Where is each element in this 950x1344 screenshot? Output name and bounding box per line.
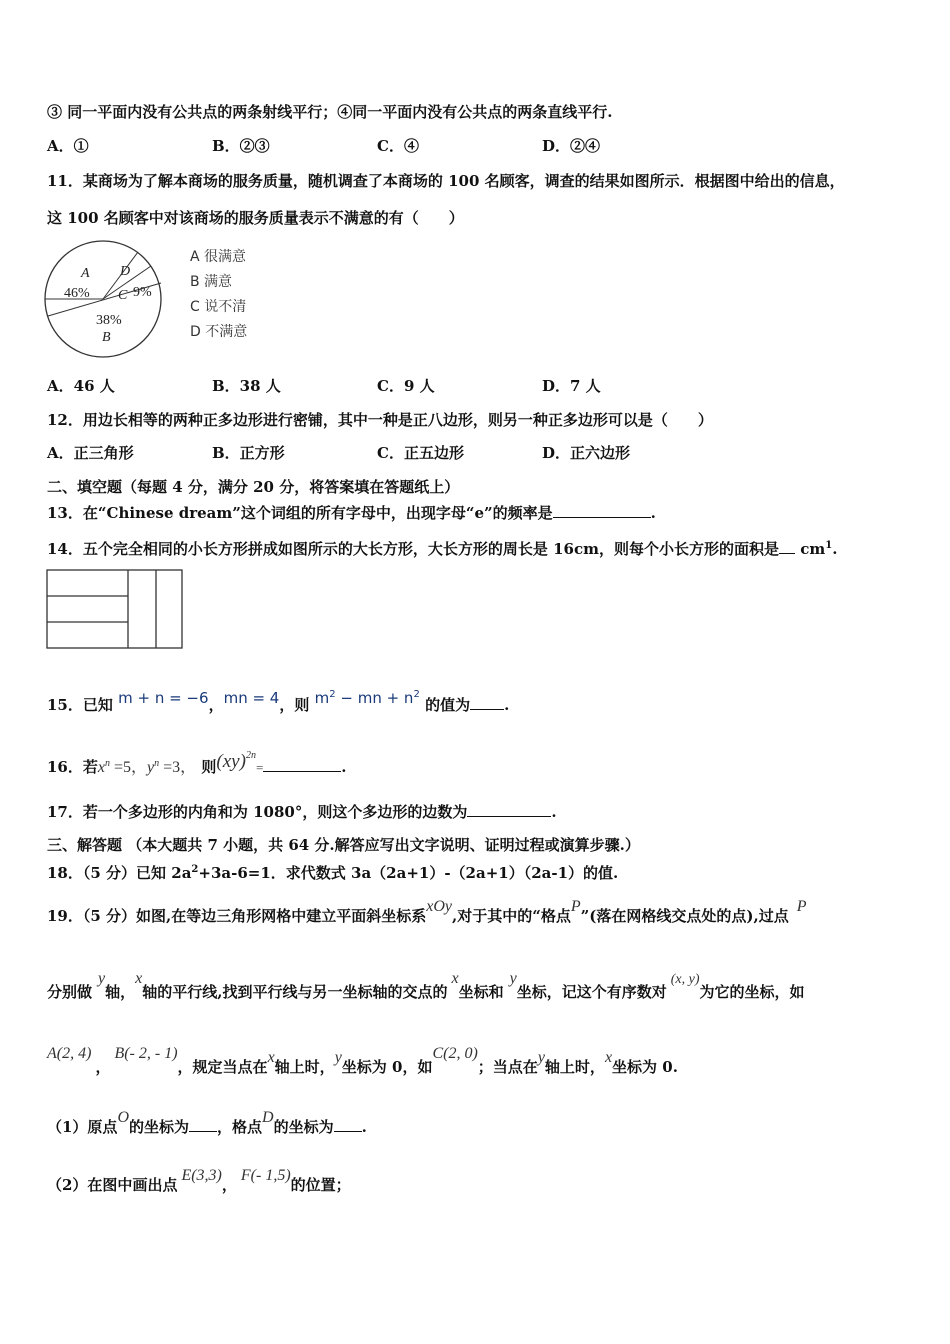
q16-y-exp: n (154, 758, 160, 769)
q16-x: x (97, 759, 105, 776)
q16-end: . (341, 758, 347, 776)
q19-point-b: B(- 2, - 1) (114, 1045, 178, 1062)
q19-p: P (570, 898, 581, 915)
q16-eq3: = (255, 760, 264, 775)
q19-y1: y (98, 970, 106, 987)
q13-statement (47, 502, 656, 523)
q19-line3: A(2, 4)，B(- 2, - 1)，规定当点在x轴上时，y坐标为 0，如C(2, 0)；当点在y轴上时，x坐标为 0. (47, 1045, 678, 1076)
q19-point-e: E(3,3) (181, 1167, 222, 1184)
q16-statement (47, 750, 347, 778)
q17-end: . (551, 803, 557, 821)
q12-option-d: D．正六边形 (542, 444, 631, 462)
q11-line1: 11．某商场为了解本商场的服务质量，随机调查了本商场的 100 名顾客，调查的结果如图所示．根据图中给出的信息， (47, 172, 845, 190)
q19-point-d: D (262, 1109, 274, 1126)
q19-line1: 19．（5 分）如图,在等边三角形网格中建立平面斜坐标系xOy,对于其中的“格点P”(落在网格线交点处的点),过点P (47, 898, 807, 925)
q19-x4: x (604, 1049, 613, 1066)
q19-origin-blank[interactable] (189, 1116, 217, 1132)
pie-label-c: C (118, 288, 128, 303)
q19-p2: P (796, 898, 807, 915)
q11-option-a: A．46 人 (47, 377, 115, 395)
q15-expr2: mn = 4 (223, 689, 280, 707)
q19-part1: （1）原点O的坐标为 ，格点D的坐标为 . (47, 1109, 367, 1136)
pie-pct-c: 9% (133, 285, 152, 300)
q15-statement (47, 689, 510, 715)
q14-text: 14．五个完全相同的小长方形拼成如图所示的大长方形，大长方形的周长是 16cm，则每个小长方形的面积是 (47, 540, 779, 558)
q19-y3: y (334, 1049, 342, 1066)
q19-x1: x (135, 970, 143, 987)
q16-y: y (147, 759, 155, 776)
q19-point-f: F(- 1,5) (240, 1167, 291, 1184)
section3-heading: 三、解答题 （本大题共 7 小题，共 64 分.解答应写出文字说明、证明过程或演算步骤.） (47, 836, 640, 854)
q15-mid: ，则 (279, 696, 310, 714)
q11-option-d: D．7 人 (542, 377, 601, 395)
q14-unit: cm (800, 540, 826, 558)
pie-pct-b: 38% (96, 313, 122, 328)
q11-line2: 这 100 名顾客中对该商场的服务质量表示不满意的有（ ） (47, 209, 464, 227)
q16-xy: (xy) (216, 751, 246, 772)
q13-answer-blank[interactable] (553, 502, 651, 518)
q16-prefix: 16．若 (47, 758, 98, 776)
q19-point-a: A(2, 4) (47, 1045, 92, 1062)
q19-y2: y (509, 970, 517, 987)
q11-option-b: B．38 人 (212, 377, 281, 395)
q14-rectangle-figure (46, 569, 186, 651)
pie-pct-a: 46% (64, 286, 90, 301)
q14-unit-sup: 1 (825, 540, 833, 551)
q12-statement: 12．用边长相等的两种正多边形进行密铺，其中一种是正八边形，则另一种正多边形可以是（ ） (47, 411, 713, 429)
q19-line2: 分别做y轴，x轴的平行线,找到平行线与另一坐标轴的交点的x坐标和y坐标，记这个有序数对(x, y)为它的坐标，如 (47, 970, 805, 1001)
q18-statement: 18．（5 分）已知 $2a^2+3a-6=1$．求代数式 3a（2a+1）-（2a+1）（2a-1）的值. (47, 864, 619, 882)
q12-option-a: A．正三角形 (47, 444, 134, 462)
q19-origin: O (117, 1109, 129, 1126)
q19-xoy: xOy (426, 898, 453, 915)
q15-expr1: m + n = −6 (118, 689, 209, 707)
q19-part2: （2）在图中画出点E(3,3)，F(- 1,5)的位置； (47, 1167, 351, 1194)
q15-end: . (504, 696, 510, 714)
q16-eq1: =5， (109, 759, 148, 776)
q11-pie-chart (40, 238, 170, 362)
section2-heading: 二、填空题（每题 4 分，满分 20 分，将答案填在答题纸上） (47, 478, 460, 496)
q12-option-b: B．正方形 (212, 444, 285, 462)
q19-x2: x (451, 970, 459, 987)
q10-option-d: D．②④ (542, 137, 601, 155)
q19-d-blank[interactable] (334, 1116, 362, 1132)
legend-item-a: A 很满意 (190, 249, 247, 265)
q14-statement (47, 536, 837, 559)
q10-statement: ③ 同一平面内没有公共点的两条射线平行；④同一平面内没有公共点的两条直线平行. (47, 103, 613, 121)
q10-option-a: A．① (47, 137, 89, 155)
q13-text: 13．在“Chinese dream”这个词组的所有字母中，出现字母“e”的频率是 (47, 504, 553, 522)
q14-answer-blank[interactable] (779, 538, 795, 554)
q15-sep: ， (208, 696, 224, 714)
q17-statement (47, 801, 557, 822)
q17-answer-blank[interactable] (467, 801, 551, 817)
pie-label-a: A (81, 266, 90, 281)
pie-label-b: B (102, 330, 111, 345)
q10-option-c: C．④ (377, 137, 419, 155)
q19-point-c: C(2, 0) (432, 1045, 478, 1062)
q11-option-c: C．9 人 (377, 377, 435, 395)
q19-y4: y (537, 1049, 545, 1066)
q10-option-b: B．②③ (212, 137, 270, 155)
q17-text: 17．若一个多边形的内角和为 1080°，则这个多边形的边数为 (47, 803, 468, 821)
q15-prefix: 15．已知 (47, 696, 113, 714)
q16-x-exp: n (104, 758, 110, 769)
q19-xy: (x, y) (670, 972, 700, 987)
q16-answer-blank[interactable] (263, 756, 341, 772)
q11-legend (190, 245, 247, 345)
legend-item-d: D 不满意 (190, 324, 248, 340)
q19-x3: x (267, 1049, 275, 1066)
q12-option-c: C．正五边形 (377, 444, 464, 462)
q15-answer-blank[interactable] (470, 694, 504, 710)
legend-item-c: C 说不清 (190, 299, 247, 315)
pie-label-d: D (120, 264, 131, 279)
q15-suffix: 的值为 (425, 696, 471, 714)
q16-exp: 2n (245, 750, 256, 761)
q13-end: . (650, 504, 656, 522)
q16-then: 则 (201, 758, 217, 776)
q16-eq2: =3， (159, 759, 197, 776)
legend-item-b: B 满意 (190, 274, 233, 290)
q15-expr3: $m^2$ − mn + $n^2$ (314, 689, 420, 707)
q14-end: . (832, 540, 838, 558)
